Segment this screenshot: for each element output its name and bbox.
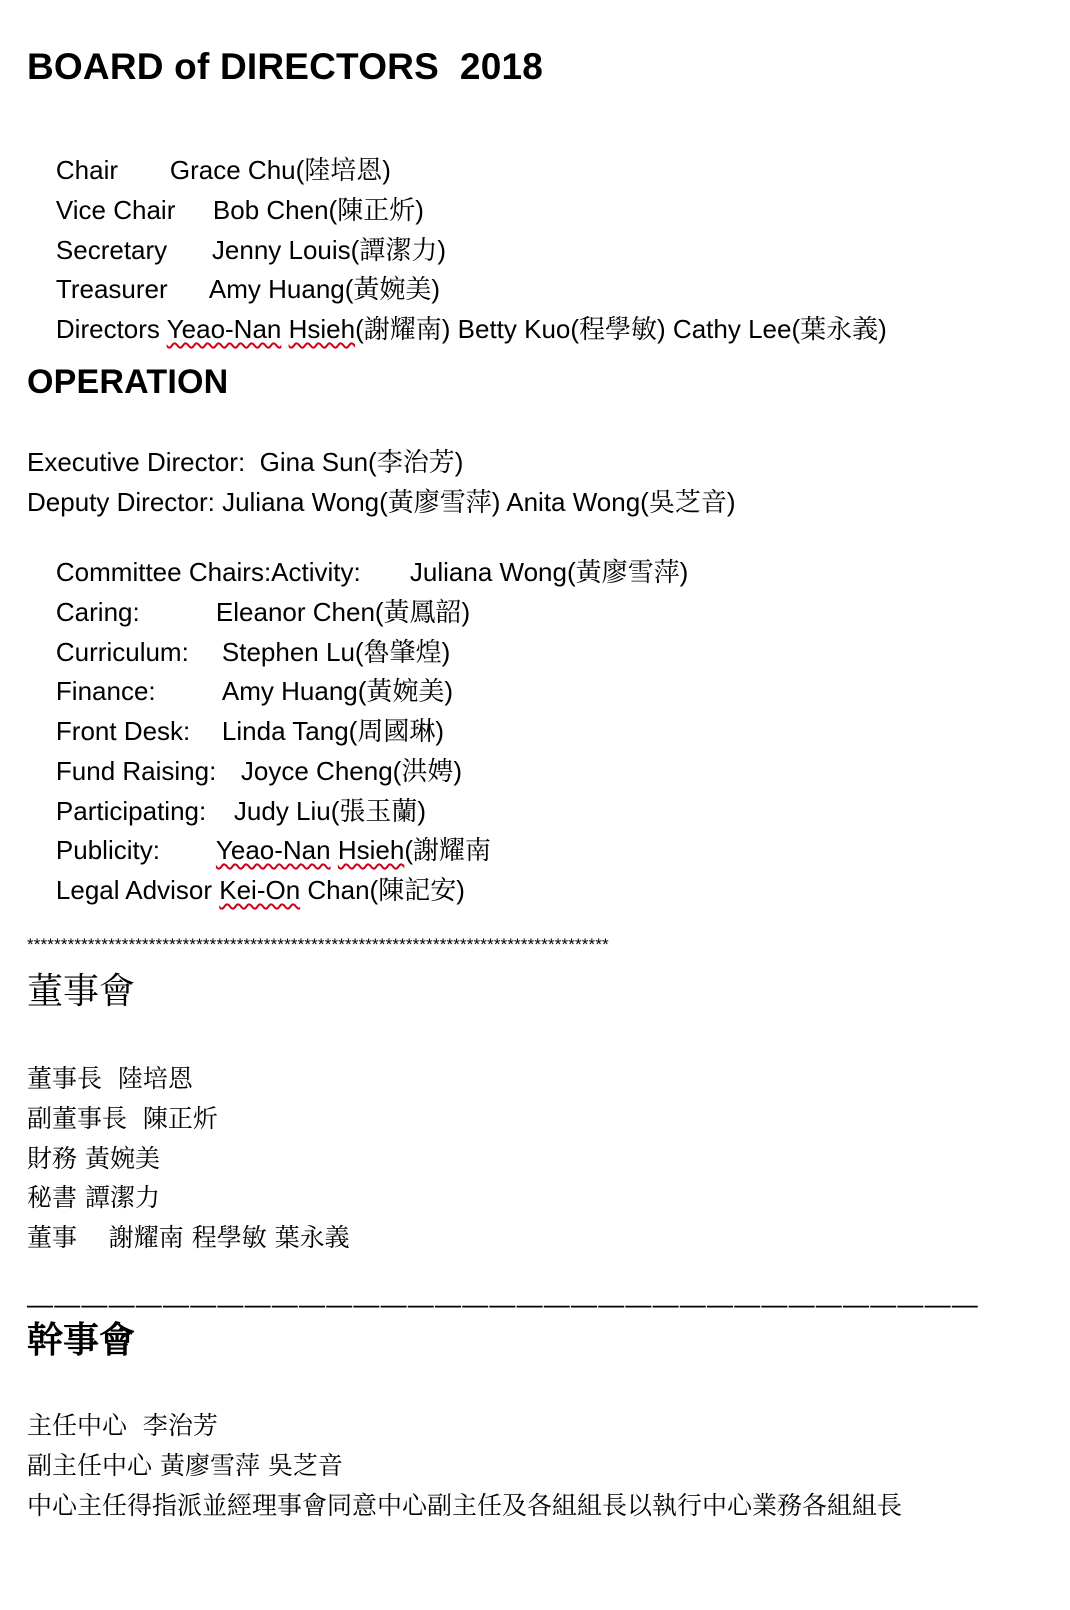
fund-raising-value: Joyce Cheng(洪娉): [240, 756, 462, 786]
legal-advisor-label: Legal Advisor: [55, 875, 220, 905]
chair-label: Chair: [55, 155, 119, 185]
chinese-operation-line-1: 主任中心 李治芳: [27, 1411, 218, 1440]
finance-value: Amy Huang(黃婉美): [221, 676, 454, 706]
directors-name-spellcheck-2: Hsieh: [288, 314, 356, 344]
front-desk-value: Linda Tang(周國琳): [221, 716, 444, 746]
front-desk-label: Front Desk:: [55, 716, 191, 746]
committee-value: Juliana Wong(黃廖雪萍): [409, 557, 689, 587]
executive-director-line: Executive Director: Gina Sun(李治芳): [27, 447, 464, 477]
chinese-board-title: 董事會: [27, 971, 136, 1012]
participating-label: Participating:: [55, 796, 207, 826]
dash-separator: ———————————————————————————————————: [27, 1289, 979, 1319]
publicity-value: (謝耀南: [404, 835, 491, 865]
chair-value: Grace Chu(陸培恩): [169, 155, 391, 185]
curriculum-label: Curriculum:: [55, 637, 189, 667]
vice-chair-value: Bob Chen(陳正炘): [212, 195, 424, 225]
legal-advisor-name-spellcheck: Kei-On: [219, 875, 301, 905]
directors-name-spellcheck-1: Yeao-Nan: [166, 314, 282, 344]
legal-advisor-line: [27, 845, 465, 935]
caring-value: Eleanor Chen(黃鳳韶): [215, 597, 471, 627]
treasurer-label: Treasurer: [55, 274, 168, 304]
directors-line: [27, 284, 887, 374]
chinese-board-line-2: 副董事長 陳正炘: [27, 1104, 218, 1133]
participating-value: Judy Liu(張玉蘭): [233, 796, 427, 826]
directors-names: (謝耀南) Betty Kuo(程學敏) Cathy Lee(葉永義): [355, 314, 887, 344]
curriculum-value: Stephen Lu(魯肇煌): [221, 637, 451, 667]
publicity-name-spellcheck-2: Hsieh: [337, 835, 405, 865]
chinese-board-line-5: 董事 謝耀南 程學敏 葉永義: [27, 1223, 350, 1252]
chinese-operation-line-2: 副主任中心 黃廖雪萍 吳芝音: [27, 1451, 343, 1480]
committee-label: Committee Chairs:Activity:: [55, 557, 361, 587]
publicity-label: Publicity:: [55, 835, 160, 865]
publicity-name-spellcheck-1: Yeao-Nan: [215, 835, 331, 865]
chinese-operation-title: 幹事會: [27, 1320, 136, 1361]
secretary-value: Jenny Louis(譚潔力): [211, 235, 446, 265]
deputy-director-line: Deputy Director: Juliana Wong(黃廖雪萍) Anita Wong(吳芝音): [27, 487, 736, 517]
star-separator: **************************************************************************************: [27, 935, 609, 954]
legal-advisor-value: Chan(陳記安): [300, 875, 465, 905]
board-title: BOARD of DIRECTORS 2018: [27, 46, 544, 87]
chinese-board-line-1: 董事長 陸培恩: [27, 1064, 193, 1093]
treasurer-value: Amy Huang(黃婉美): [208, 274, 441, 304]
operation-title: OPERATION: [27, 363, 229, 401]
fund-raising-label: Fund Raising:: [55, 756, 217, 786]
caring-label: Caring:: [55, 597, 140, 627]
finance-label: Finance:: [55, 676, 156, 706]
directors-label: Directors: [55, 314, 167, 344]
chinese-operation-line-3: 中心主任得指派並經理事會同意中心副主任及各組組長以執行中心業務各組組長: [27, 1491, 903, 1520]
vice-chair-label: Vice Chair: [55, 195, 176, 225]
secretary-label: Secretary: [55, 235, 168, 265]
chinese-board-line-3: 財務 黃婉美: [27, 1144, 160, 1173]
chinese-board-line-4: 秘書 譚潔力: [27, 1183, 160, 1212]
